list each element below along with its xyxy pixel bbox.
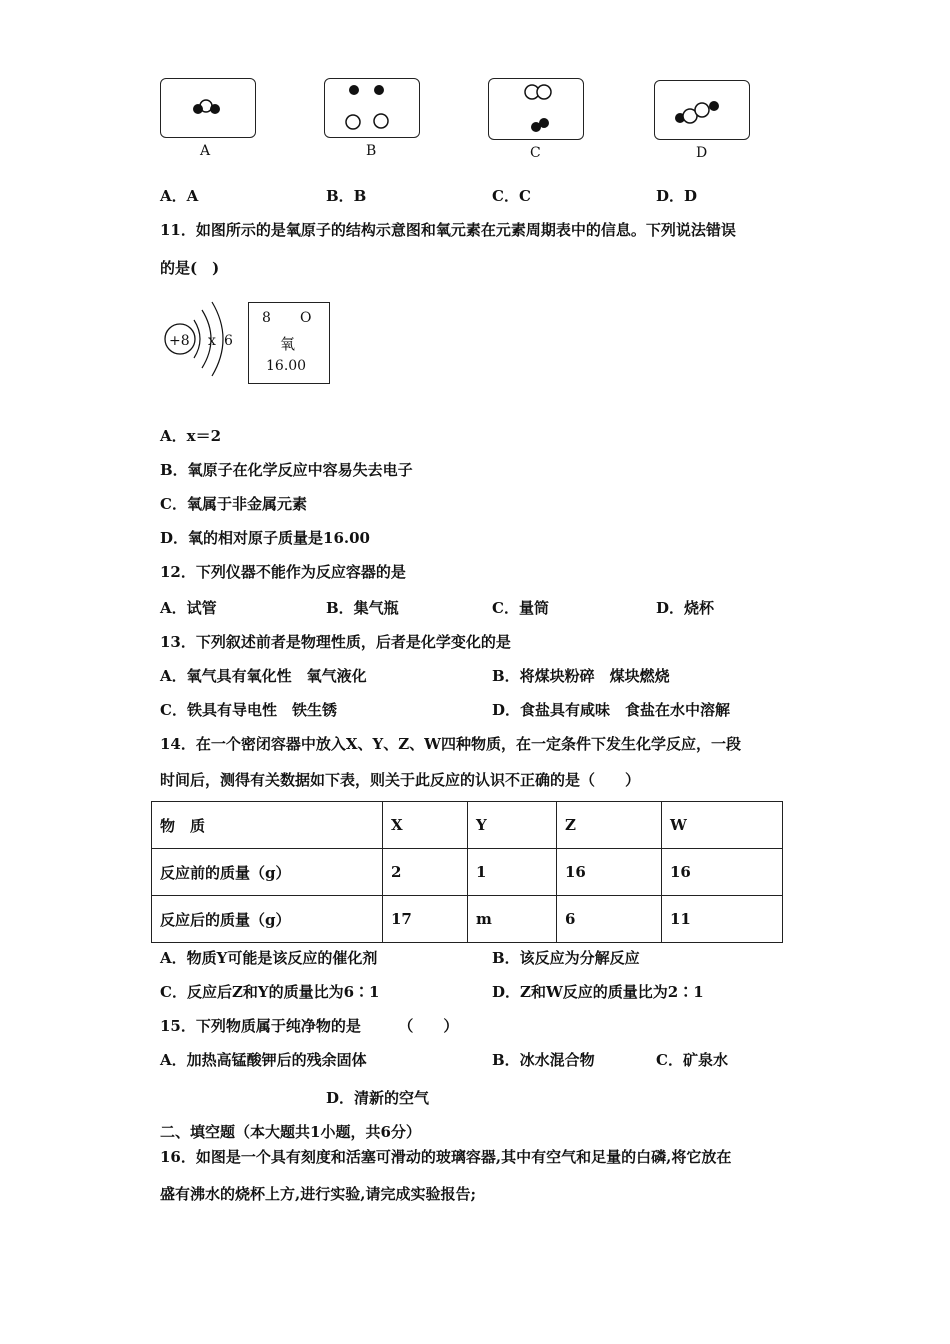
question-14-stem: 14．在一个密闭容器中放入X、Y、Z、W四种物质，在一定条件下发生化学反应，一段 [160,735,742,753]
atomic-mass: 16.00 [266,358,307,374]
atom-white [346,115,360,129]
caption-b: B [366,143,377,159]
option-d[interactable]: D．Z和W反应的质量比为2∶1 [492,983,704,1001]
option-a[interactable]: A．A [160,187,199,205]
inner-electrons: x [208,333,216,349]
option-b[interactable]: B．将煤块粉碎 煤块燃烧 [492,667,670,685]
nucleus-charge: +8 [169,333,190,349]
option-c[interactable]: C．矿泉水 [656,1051,728,1069]
atom-white [374,114,388,128]
table-cell: X [383,802,468,849]
data-table [151,801,783,943]
question-16-stem: 16．如图是一个具有刻度和活塞可滑动的玻璃容器,其中有空气和足量的白磷,将它放在 [160,1148,732,1166]
caption-d: D [696,145,708,161]
atom-black [374,85,384,95]
outer-electrons: 6 [224,333,233,349]
molecule-a [160,78,256,138]
option-b[interactable]: B．氧原子在化学反应中容易失去电子 [160,461,413,479]
question-15-stem: 15．下列物质属于纯净物的是 （ ） [160,1017,459,1035]
atom-white [695,103,709,117]
question-11-stem: 11．如图所示的是氧原子的结构示意图和氧元素在元素周期表中的信息。下列说法错误 [160,221,736,239]
question-12-stem: 12．下列仪器不能作为反应容器的是 [160,563,406,581]
option-a[interactable]: A．加热高锰酸钾后的残余固体 [160,1051,367,1069]
atomic-number: 8 [262,310,271,326]
atom-black [210,104,220,114]
table-row [152,802,783,849]
table-cell: 11 [662,896,783,943]
table-cell: W [662,802,783,849]
molecule-c [488,78,584,140]
molecule-d [654,80,750,140]
section-title: 二、填空题（本大题共1小题，共6分） [160,1123,421,1141]
element-name: 氧 [280,335,296,353]
table-cell: Y [468,802,557,849]
element-symbol: O [300,310,312,326]
table-cell: 1 [468,849,557,896]
option-d[interactable]: D．氧的相对原子质量是16.00 [160,529,370,547]
option-d[interactable]: D．烧杯 [656,599,715,617]
question-14-stem-cont: 时间后，测得有关数据如下表，则关于此反应的认识不正确的是（ ） [160,771,641,789]
table-row [152,896,783,943]
option-d[interactable]: D．D [656,187,698,205]
table-cell: 16 [557,849,662,896]
atom-black [193,104,203,114]
molecule-b [324,78,420,138]
atom-white [537,85,551,99]
option-c[interactable]: C．铁具有导电性 铁生锈 [160,701,337,719]
atom-black [709,101,719,111]
option-c[interactable]: C．C [492,187,531,205]
question-16-stem-cont: 盛有沸水的烧杯上方,进行实验,请完成实验报告; [160,1185,476,1203]
table-cell: 6 [557,896,662,943]
option-a[interactable]: A．试管 [160,599,217,617]
option-a[interactable]: A．x＝2 [160,427,222,445]
table-cell: 17 [383,896,468,943]
caption-a: A [200,143,211,159]
atom-black [349,85,359,95]
table-cell: 2 [383,849,468,896]
option-c[interactable]: C．反应后Z和Y的质量比为6∶1 [160,983,380,1001]
table-cell: 16 [662,849,783,896]
question-13-stem: 13．下列叙述前者是物理性质，后者是化学变化的是 [160,633,511,651]
table-cell: Z [557,802,662,849]
option-b[interactable]: B．集气瓶 [326,599,399,617]
atom-black [539,118,549,128]
option-b[interactable]: B．该反应为分解反应 [492,949,640,967]
option-b[interactable]: B．B [326,187,367,205]
table-row [152,849,783,896]
option-b[interactable]: B．冰水混合物 [492,1051,595,1069]
table-cell: 反应后的质量（g） [152,896,383,943]
caption-c: C [530,145,541,161]
table-cell: 反应前的质量（g） [152,849,383,896]
option-d[interactable]: D．食盐具有咸味 食盐在水中溶解 [492,701,731,719]
question-11-stem-cont: 的是( ) [160,259,220,277]
option-d[interactable]: D．清新的空气 [326,1089,430,1107]
option-a[interactable]: A．物质Y可能是该反应的催化剂 [160,949,378,967]
option-c[interactable]: C．量筒 [492,599,549,617]
option-a[interactable]: A．氧气具有氧化性 氧气液化 [160,667,367,685]
table-cell: 物 质 [152,802,383,849]
table-cell: m [468,896,557,943]
option-c[interactable]: C．氧属于非金属元素 [160,495,307,513]
